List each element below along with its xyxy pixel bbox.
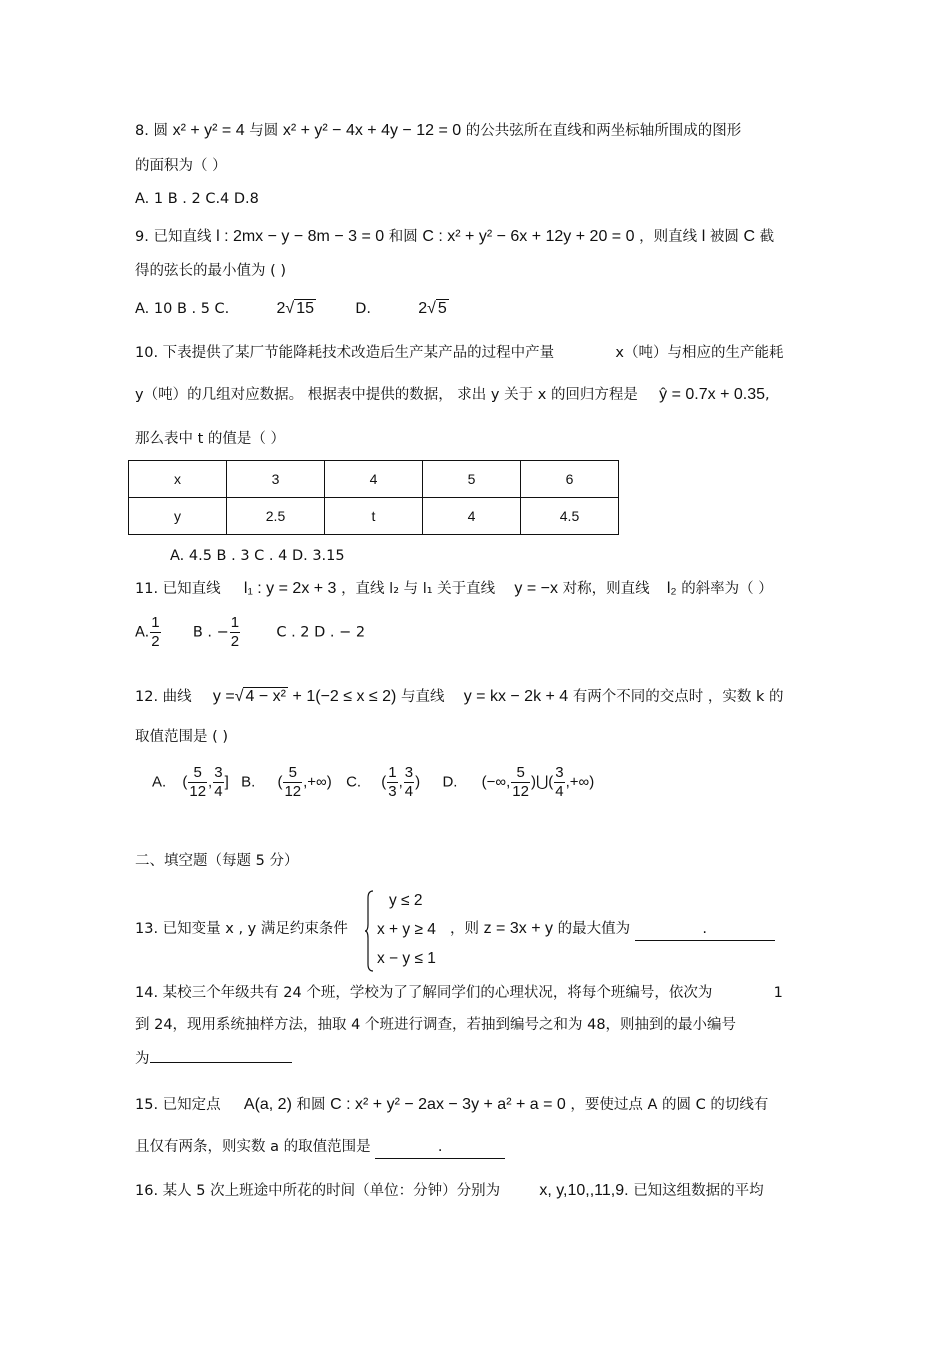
q11-prefix: 11. 已知直线 [135,581,221,597]
q15-suffix: ，要使过点 A 的圆 C 的切线有 [570,1097,769,1113]
q11-mid2: 对称，则直线 [562,581,650,597]
q9-opt-d: D. [355,301,371,317]
q15-circle-eq: C : x² + y² − 2ax − 3y + a² + a = 0 [330,1096,566,1113]
q10-var-x: x [537,387,547,403]
q11-line1 [135,578,773,600]
q15-prefix: 15. 已知定点 [135,1097,221,1113]
q10-var-y: y [490,387,500,403]
table-cell: y [129,498,227,535]
q9-opt-d-coef: 2 [418,300,428,317]
q12-opt-a: A. [152,773,167,791]
q10-line1 [135,342,783,364]
section-heading: 二、填空题（每题 5 分） [135,853,299,869]
q14-line2: 到 24，现用系统抽样方法，抽取 4 个班进行调查，若抽到编号之和为 48，则抽到的最小编号 [135,1017,737,1033]
table-cell: 4 [423,498,521,535]
q12-curve-radicand: 4 − x² [245,688,286,705]
table-cell: 5 [423,461,521,498]
q10-data-table [128,460,619,535]
q9-prefix: 9. 已知直线 [135,229,212,245]
q14-line3 [135,1046,292,1070]
table-cell: 6 [521,461,619,498]
q13-constraint-1: y ≤ 2 [389,892,423,909]
q12-prefix: 12. 曲线 [135,689,192,705]
q9-opt-c-radicand: 15 [296,300,314,317]
q10-regression-eq: ŷ = 0.7x + 0.35 [659,386,766,403]
q12-curve-a: y = [212,688,235,705]
q11-fraction-a: $\frac{1}{2}$ [151,614,160,650]
q13-suffix: ，则 [450,921,479,937]
q11-fraction-b: $\frac{1}{2}$ [230,614,240,650]
q15-answer-blank[interactable]: . [375,1136,505,1159]
q9-opt-c-coef: 2 [276,300,286,317]
q10-line3: 那么表中 t 的值是（ ） [135,431,286,447]
table-cell: 4.5 [521,498,619,535]
q15-line2 [135,1136,505,1159]
q12-line2: 取值范围是 ( ) [135,729,229,745]
q8-circle2-eq: x² + y² − 4x + 4y − 12 = 0 [282,122,462,139]
q11-options [135,614,365,651]
q9-opt-a: A. 10 B . 5 C. [135,301,230,317]
q8-mid: 与圆 [249,123,279,139]
q12-mid: 与直线 [400,689,445,705]
q14-line1b: 1 [773,985,783,1001]
q16-values: x, y,10,,11,9. [539,1182,629,1199]
q13-constraint-2: x + y ≥ 4 [377,921,436,938]
q12-opt-c: C. [346,773,362,791]
q10-about: 关于 [504,387,534,403]
q15-line1 [135,1094,768,1116]
q15-line2-label: 且仅有两条，则实数 a 的取值范围是 [135,1139,371,1155]
table-cell: 3 [227,461,325,498]
q11-l2: l₂ [666,580,677,597]
table-row [129,461,619,498]
q14-answer-blank[interactable] [150,1046,292,1063]
table-cell: 2.5 [227,498,325,535]
q11-opt-b: B . − [192,624,229,641]
q9-circle-eq: C : x² + y² − 6x + 12y + 20 = 0 [422,228,635,245]
q11-mid1: ，直线 [341,581,385,597]
q10-line1b: x（吨）与相应的生产能耗 [615,345,784,361]
q10-line2: y（吨）的几组对应数据。 根据表中提供的数据， 求出 y 关于 x 的回归方程是 ŷ = 0.7x + 0.35, [135,386,770,403]
q11-l1-eq: l₁ : y = 2x + 3 [243,580,337,597]
q14-line1a: 14. 某校三个年级共有 24 个班，学校为了了解同学们的心理状况，将每个班编号，依次为 [135,985,713,1001]
q13-answer-blank[interactable]: . [635,918,775,941]
q13-tail [450,918,775,941]
q9-opt-d-radicand: 5 [437,300,447,317]
q9-line2: 得的弦长的最小值为 ( ) [135,263,287,279]
q8-line1 [135,120,741,142]
q12-line-eq: y = kx − 2k + 4 [463,688,569,705]
q15-point: A(a, 2) [243,1096,292,1113]
q8-suffix: 的公共弦所在直线和两坐标轴所围成的图形 [465,123,742,139]
q15-mid: 和圆 [296,1097,326,1113]
q12-suffix: 有两个不同的交点时 ，实数 k 的 [572,689,784,705]
q11-l2-relation: l₂ 与 l₁ 关于直线 [389,581,496,597]
q10-regression-label: 的回归方程是 [550,387,638,403]
q12-opt-d: D. [442,773,458,791]
q9-line1: 9. 已知直线 l : 2mx − y − 8m − 3 = 0 和圆 C : x² + y² − 6x + 12y + 20 = 0 ，则直线 l 被圆 C 截 [135,228,775,245]
q16-line1c: 已知这组数据的平均 [633,1183,764,1199]
q9-options: A. 10 B . 5 C. 2√ 15 D. 2√ 5 [135,300,447,317]
q14-line1 [135,982,783,1004]
q16-line1a: 16. 某人 5 次上班途中所花的时间（单位：分钟）分别为 [135,1183,501,1199]
q9-suffix1: ，则直线 [639,229,698,245]
q11-suffix: 的斜率为（ ） [681,581,773,597]
q12-options: A. ( $\frac{5}{12}$ , $\frac{3}{4}$ ] B. ( $\frac{5}{12}$ ,+∞) C. ( $\frac{1}{3}$ , $\frac{3}{4}$ ) D. (−∞, $\frac{5}{12}$ )⋃( $\frac{3}{4}$ ,+∞) [152,764,595,800]
q12-line1: 12. 曲线 y =√ 4 − x² + 1(−2 ≤ x ≤ 2) 与直线 y = kx − 2k + 4 有两个不同的交点时 ，实数 k 的 [135,688,784,705]
q9-mid: 和圆 [388,229,418,245]
table-cell: x [129,461,227,498]
q14-line3-label: 为 [135,1051,150,1067]
q9-suffix2: 被圆 [709,229,739,245]
q8-options: A. 1 B . 2 C.4 D.8 [135,191,259,207]
q8-prefix: 8. 圆 [135,123,173,139]
q8-line2: 的面积为（ ） [135,158,227,174]
q10-line2a: y（吨）的几组对应数据。 根据表中提供的数据， 求出 [135,387,487,403]
q12-curve-b: + 1(−2 ≤ x ≤ 2) [292,688,397,705]
table-cell: t [325,498,423,535]
q12-opt-b: B. [241,773,256,791]
q13-constraint-3: x − y ≤ 1 [377,950,436,967]
q11-opt-a: A. [135,624,150,641]
q13-prefix: 13. 已知变量 x , y 满足约束条件 [135,921,348,937]
q11-opt-rest: C . 2 D . − 2 [276,624,366,641]
q10-line1a: 10. 下表提供了某厂节能降耗技术改造后生产某产品的过程中产量 [135,345,555,361]
q10-options: A. 4.5 B . 3 C . 4 D. 3.15 [170,548,345,564]
q13-suffix2: 的最大值为 [557,921,631,937]
q9-suffix3: 截 [759,229,775,245]
q16-line1 [135,1180,764,1202]
q11-symmetry-line: y = −x [514,580,558,597]
brace-icon [365,890,374,972]
table-cell: 4 [325,461,423,498]
table-row [129,498,619,535]
q8-circle1-eq: x² + y² = 4 [172,122,245,139]
q9-line-eq: l : 2mx − y − 8m − 3 = 0 [216,228,385,245]
q13-objective: z = 3x + y [483,920,553,937]
